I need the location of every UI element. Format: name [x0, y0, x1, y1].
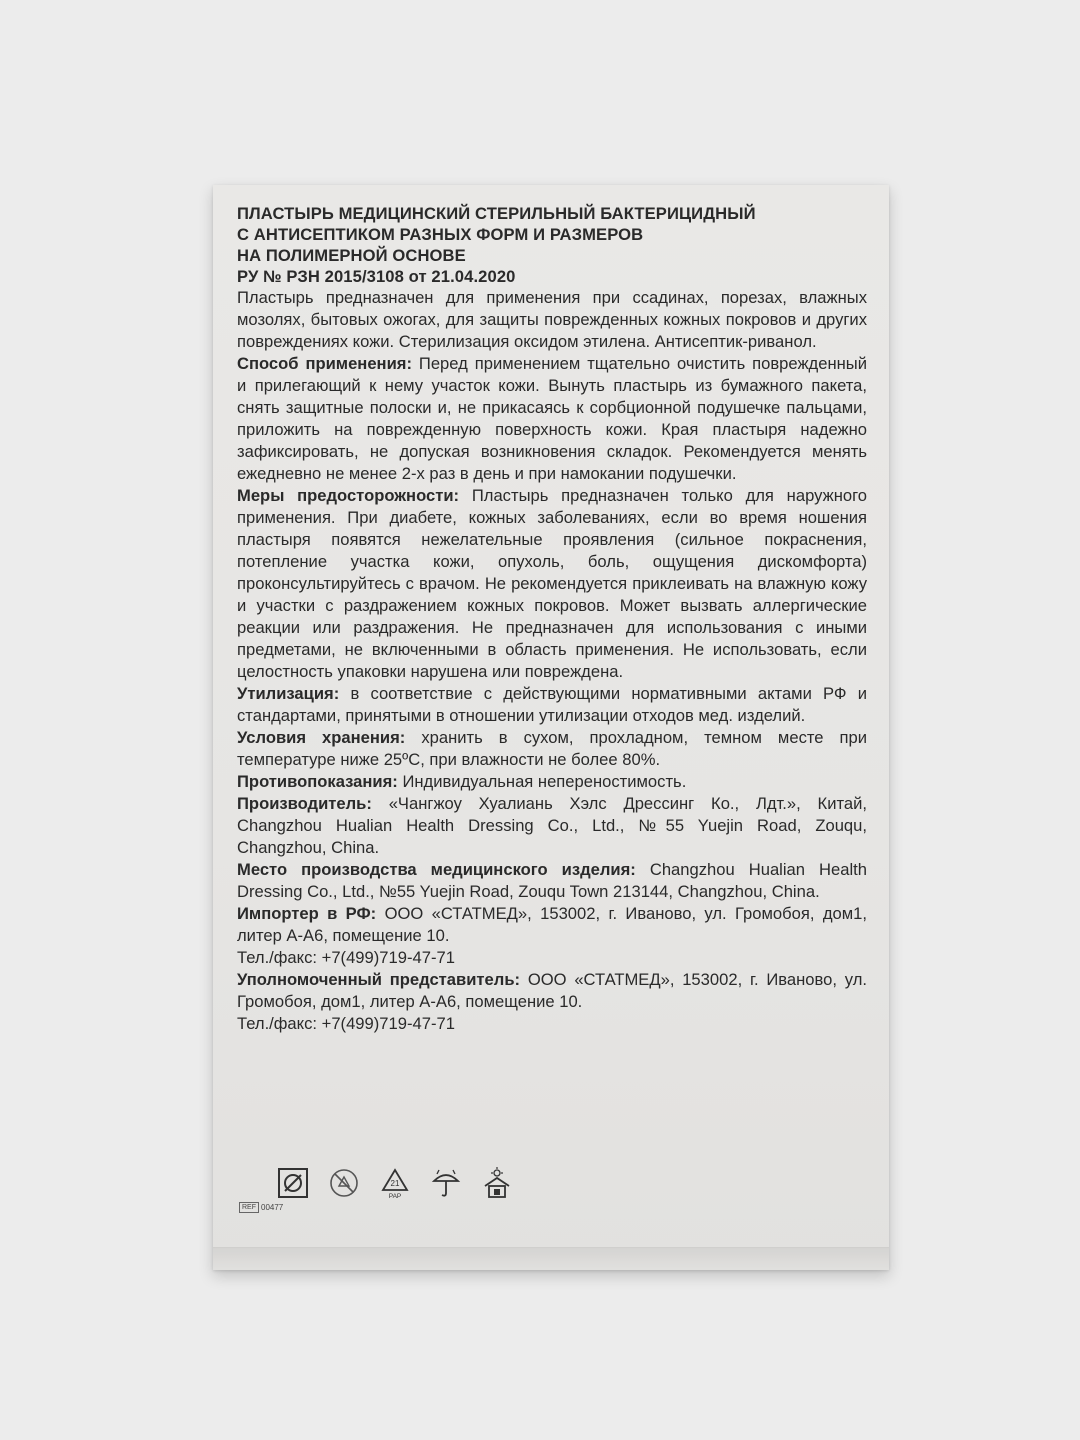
package-bottom-flap	[213, 1247, 889, 1271]
symbol-row	[276, 1166, 514, 1200]
section-label: Способ применения:	[237, 354, 412, 373]
section-text: Тел./факс: +7(499)719-47-71	[237, 1014, 455, 1033]
section-representative	[237, 969, 867, 1013]
section-label: Утилизация:	[237, 684, 340, 703]
do-not-reuse-icon	[276, 1166, 310, 1200]
section-text: хранить в сухом, прохладном, темном месте при температуре ниже 25ºС, при влажности не более 80%.	[237, 728, 867, 769]
section-label: Меры предосторожности:	[237, 486, 460, 505]
section-production-site	[237, 859, 867, 903]
title-line: НА ПОЛИМЕРНОЙ ОСНОВЕ	[237, 246, 466, 265]
keep-dry-umbrella-icon	[429, 1166, 463, 1200]
section-text: ООО «СТАТМЕД», 153002, г. Иваново, ул. Громобоя, дом1, литер А-А6, помещение 10.	[237, 904, 867, 945]
title-line: С АНТИСЕПТИКОМ РАЗНЫХ ФОРМ И РАЗМЕРОВ	[237, 225, 644, 244]
recycle-prohibited-icon	[327, 1166, 361, 1200]
section-precautions	[237, 485, 867, 683]
section-storage	[237, 727, 867, 771]
section-text: Пластырь предназначен только для наружного применения. При диабете, кожных заболеваниях, если во время ношения пластыря появятся нежелательные проявления (сильное покраснения, потепление участка кожи, опухоль, боль, ощущения дискомфорта) проконсультируйтесь с врачом. Не рекомендуется приклеивать на влажную кожу и участки с раздражением кожных покровов. Может вызвать аллергические реакции или раздражения. Не предназначен для использования с иными предметами, не включенными в область применения. Не использовать, если целостность упаковки нарушена или повреждена.	[237, 486, 868, 681]
section-text: Перед применением тщательно очистить поврежденный и прилегающий к нему участок кожи. Вынуть пластырь из бумажного пакета, снять защитные полоски и, не прикасаясь к сорбционной подушечке пальцами, приложить на поврежденную поверхность кожи. Края пластыря надежно зафиксировать, не допуская возникновения складок. Рекомендуется менять ежедневно не менее 2-х раз в день и при намокании подушечки.	[237, 354, 867, 483]
section-text: Changzhou Hualian Health Dressing Co., Ltd., №55 Yuejin Road, Zouqu Town 213144, Changzhou, China.	[237, 860, 867, 901]
ref-number: 00477	[261, 1203, 284, 1212]
section-label: Производитель:	[237, 794, 372, 813]
section-label: Противопоказания:	[237, 772, 398, 791]
pap-21-recycling-icon	[378, 1166, 412, 1200]
section-label: Импортер в РФ:	[237, 904, 377, 923]
registration-number: РУ № РЗН 2015/3108 от 21.04.2020	[237, 267, 516, 286]
section-text: Тел./факс: +7(499)719-47-71	[237, 948, 455, 967]
intro-paragraph: Пластырь предназначен для применения при ссадинах, порезах, влажных мозолях, бытовых ожогах, для защиты поврежденных кожных покровов и других повреждениях кожи. Стерилизация оксидом этилена. Антисептик-риванол.	[237, 288, 867, 351]
representative-phone	[237, 1013, 867, 1035]
section-label: Место производства медицинского изделия:	[237, 860, 636, 879]
section-text: ООО «СТАТМЕД», 153002, г. Иваново, ул. Громобоя, дом1, литер А-А6, помещение 10.	[237, 970, 867, 1011]
pap-text: PAP	[388, 1193, 402, 1200]
section-importer	[237, 903, 867, 947]
title-line: ПЛАСТЫРЬ МЕДИЦИНСКИЙ СТЕРИЛЬНЫЙ БАКТЕРИЦИДНЫЙ	[237, 204, 756, 223]
label-text-block	[237, 203, 867, 1035]
ref-label: REF	[239, 1202, 259, 1213]
ref-code	[239, 1202, 283, 1213]
section-usage	[237, 353, 867, 485]
section-manufacturer	[237, 793, 867, 859]
keep-away-from-sunlight-icon	[480, 1166, 514, 1200]
section-contraindications	[237, 771, 867, 793]
pap-code: 21	[390, 1179, 400, 1188]
section-label: Условия хранения:	[237, 728, 406, 747]
importer-phone	[237, 947, 867, 969]
section-label: Уполномоченный представитель:	[237, 970, 521, 989]
section-disposal	[237, 683, 867, 727]
section-text: Индивидуальная непереностимость.	[397, 772, 687, 791]
section-text: «Чангжоу Хуалиань Хэлс Дрессинг Ко., Лдт.», Китай, Changzhou Hualian Health Dressing Co., Ltd., №55 Yuejin Road, Zouqu, Changzhou, China.	[237, 794, 867, 857]
section-text: в соответствие с действующими нормативными актами РФ и стандартами, принятыми в отношении утилизации отходов мед. изделий.	[237, 684, 867, 725]
product-title	[237, 203, 867, 287]
